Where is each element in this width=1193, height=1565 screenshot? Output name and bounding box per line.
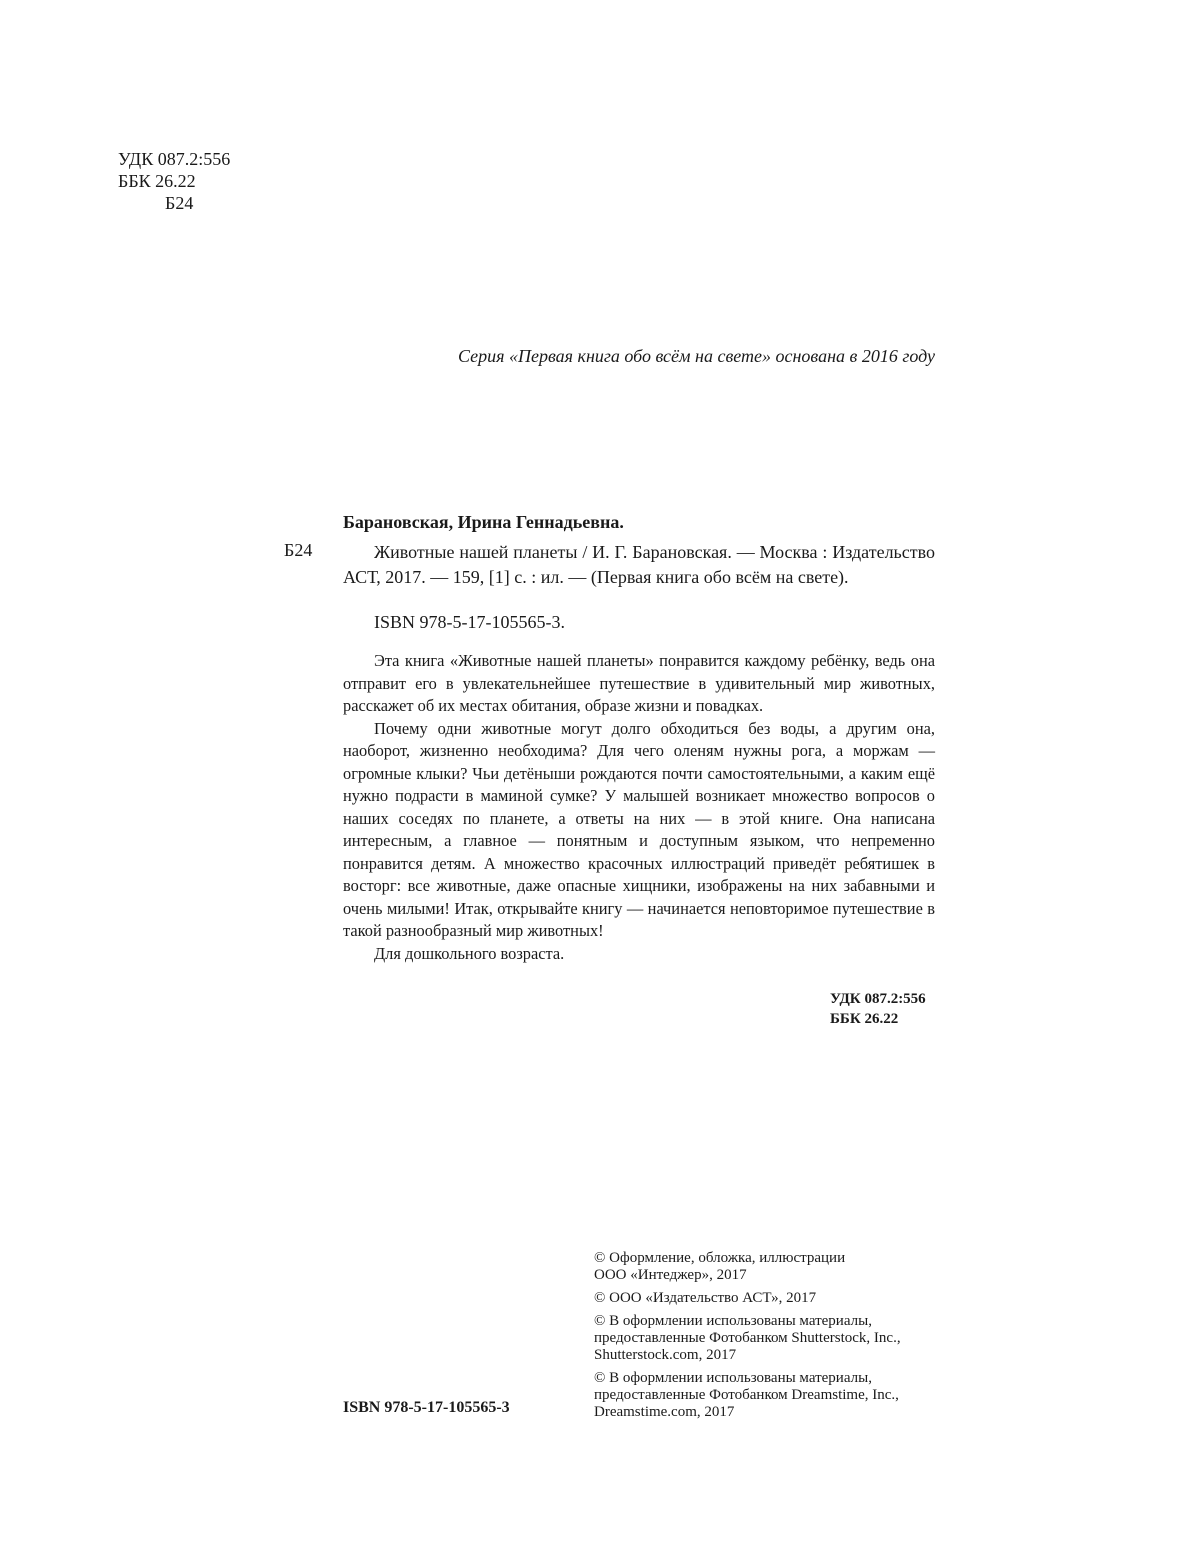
bottom-udk: УДК 087.2:556 [830,991,926,1007]
abstract-paragraph-2: Почему одни животные могут долго обходиться без воды, а другим она, наоборот, жизненно необходима? Для чего оленям нужны рога, а моржам — огромные клыки? Чьи детёныши рождаются почти самостоятельными, а каким ещё нужно подрасти в маминой сумке? У малышей возникает множество вопросов о наших соседях по планете, а ответы на них — в этой книге. Она написана интересным, а главное — понятным и доступным языком, что непременно понравится детям. А множество красочных иллюстраций приведёт ребятишек в восторг: все животные, даже опасные хищники, изображены на них забавными и очень милыми! Итак, открывайте книгу — начинается неповторимое путешествие в такой разнообразный мир животных! [343,718,935,940]
copyright-line: Shutterstock.com, 2017 [594,1347,737,1363]
isbn-bottom: ISBN 978-5-17-105565-3 [343,1399,510,1416]
copyright-dreamstime [594,1370,939,1421]
bottom-bbk: ББК 26.22 [830,1011,899,1027]
copyright-line: © ООО «Издательство АСТ», 2017 [594,1290,817,1306]
copyright-line: © В оформлении использованы материалы, [594,1313,872,1329]
copyright-line: © В оформлении использованы материалы, [594,1370,872,1386]
record-code: Б24 [284,540,313,560]
abstract [343,650,935,965]
copyright-line: Dreamstime.com, 2017 [594,1404,735,1420]
series-note: Серия «Первая книга обо всём на свете» основана в 2016 году [458,346,935,366]
copyright-block [594,1250,939,1427]
copyright-line: предоставленные Фотобанком Dreamstime, Inc., [594,1387,899,1403]
copyright-publisher [594,1290,939,1307]
record-author: Барановская, Ирина Геннадьевна. [343,512,624,532]
copyright-line: предоставленные Фотобанком Shutterstock, Inc., [594,1330,901,1346]
record-title-text: Животные нашей планеты / И. Г. Барановская. — Москва : Издательство АСТ, 2017. — 159, [1] с. : ил. — (Первая книга обо всём на свете). [343,542,935,587]
copyright-line: ООО «Интеджер», 2017 [594,1267,747,1283]
bbk-code: ББК 26.22 [118,171,196,191]
copyright-design [594,1250,939,1284]
record-isbn: ISBN 978-5-17-105565-3. [374,612,565,632]
abstract-paragraph-1: Эта книга «Животные нашей планеты» понравится каждому ребёнку, ведь она отправит его в увлекательнейшее путешествие в удивительный мир животных, расскажет об их местах обитания, образе жизни и повадках. [343,651,935,715]
abstract-paragraph-3: Для дошкольного возраста. [374,943,565,963]
author-mark: Б24 [165,193,194,213]
udk-code: УДК 087.2:556 [118,149,231,169]
copyright-shutterstock [594,1313,939,1364]
copyright-line: © Оформление, обложка, иллюстрации [594,1250,846,1266]
bottom-classification [600,989,935,1029]
top-classification [118,148,230,214]
record-title [343,540,935,590]
